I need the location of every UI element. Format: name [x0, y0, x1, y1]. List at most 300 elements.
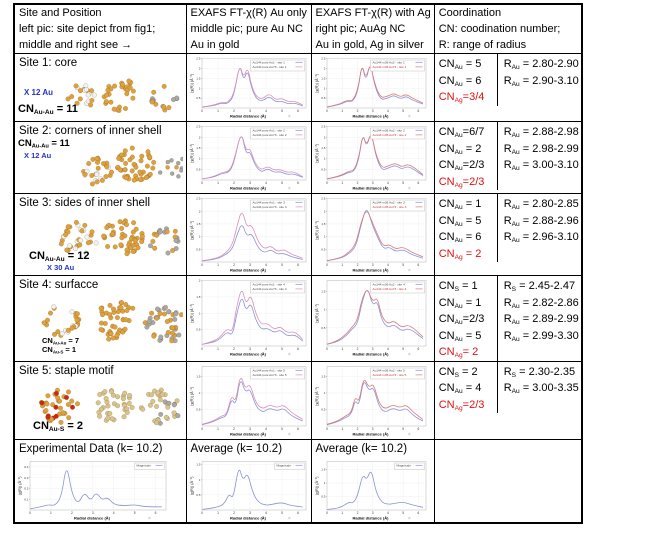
svg-text:2.5: 2.5 — [320, 56, 325, 61]
cn-value: $CN_{Au} = 5$ — [438, 214, 482, 228]
svg-text:Au144 m36 Au2 - site 5: Au144 m36 Au2 - site 5 — [372, 367, 405, 372]
exafs-plot-pure-au-site-4 — [189, 278, 309, 357]
radius-value: $R_{Au} = 2.96-3.10$ — [503, 231, 579, 244]
svg-text:4: 4 — [386, 510, 389, 515]
cn-column — [435, 194, 498, 262]
svg-text:5: 5 — [401, 347, 404, 352]
svg-text:0.5: 0.5 — [320, 167, 325, 172]
radius-value: $R_{Au} = 2.89-2.99$ — [503, 313, 579, 326]
header-text: R: range of radius — [438, 39, 527, 51]
header-text: Au in gold — [190, 39, 240, 51]
svg-text:1: 1 — [340, 426, 343, 431]
site-title: Site 5: staple motif — [19, 364, 114, 377]
site-row-2 — [14, 122, 582, 194]
svg-text:1: 1 — [216, 347, 219, 352]
radius-column — [498, 276, 582, 361]
exafs-plot-auag-site-3 — [314, 196, 429, 273]
svg-text:1: 1 — [198, 477, 200, 482]
svg-text:2: 2 — [323, 209, 325, 214]
average-plot-pure-au — [189, 459, 309, 521]
cn-annotation: $CN_{Au-Au} = 12$ — [29, 250, 90, 263]
svg-text:6: 6 — [416, 181, 419, 186]
exafs-plot-auag-site-4 — [314, 278, 429, 357]
svg-text:1: 1 — [198, 390, 200, 395]
svg-text:(Å: (Å — [407, 432, 411, 436]
svg-text:3: 3 — [248, 426, 251, 431]
svg-text:(Å: (Å — [287, 187, 291, 191]
bottom-title: Average (k= 10.2) — [315, 442, 408, 455]
svg-text:6: 6 — [296, 426, 299, 431]
svg-text:Radial distance (Å): Radial distance (Å) — [229, 430, 266, 436]
svg-text:(Å: (Å — [407, 269, 411, 273]
exafs-plot-pure-au-site-2 — [189, 124, 309, 191]
svg-text:Radial distance (Å): Radial distance (Å) — [229, 267, 266, 273]
svg-text:Radial distance (Å): Radial distance (Å) — [229, 351, 266, 357]
header-site-position — [14, 4, 186, 54]
cn-value: $CN_{Ag}= 2$ — [438, 346, 479, 359]
plot-cell — [186, 194, 311, 276]
radius-column — [498, 54, 582, 106]
plot-cell — [186, 122, 311, 194]
svg-text:1: 1 — [323, 234, 325, 239]
svg-text:Au144 pure Au1 - site 1: Au144 pure Au1 - site 1 — [252, 60, 285, 65]
header-text: left pic: site depict from fig1; — [19, 23, 156, 35]
svg-text:Au144 m36 Au2 - site 2: Au144 m36 Au2 - site 2 — [372, 128, 405, 133]
svg-text:1: 1 — [216, 263, 219, 268]
svg-text:1.5: 1.5 — [195, 462, 200, 467]
svg-text:0.5: 0.5 — [320, 247, 325, 252]
cn-value: $CN_S = 1$ — [438, 280, 478, 293]
site-cell — [14, 122, 186, 194]
svg-text:5: 5 — [280, 426, 283, 431]
svg-text:0: 0 — [200, 181, 203, 186]
svg-text:5: 5 — [401, 181, 404, 186]
svg-text:0: 0 — [325, 510, 328, 515]
svg-text:6: 6 — [154, 510, 157, 515]
svg-text:4: 4 — [386, 181, 389, 186]
site-cell — [14, 54, 186, 122]
svg-text:0: 0 — [325, 347, 328, 352]
svg-text:1: 1 — [198, 86, 200, 91]
experimental-data-plot — [17, 459, 169, 521]
cn-value: $CN_{Au} = 2$ — [438, 142, 482, 156]
header-row — [14, 4, 582, 54]
svg-text:Magnitude: Magnitude — [136, 462, 151, 467]
bottom-title: Average (k= 10.2) — [190, 442, 283, 455]
svg-text:Au144 pure Au73 - site 2: Au144 pure Au73 - site 2 — [252, 133, 287, 137]
cn-value: $CN_{Ag}=2/3$ — [438, 398, 485, 412]
cn-column — [435, 362, 498, 414]
site-cell — [14, 276, 186, 362]
svg-text:5: 5 — [401, 510, 404, 515]
svg-text:4: 4 — [386, 426, 389, 431]
svg-text:Magnitude: Magnitude — [396, 462, 411, 467]
svg-text:(Å: (Å — [407, 187, 411, 191]
svg-text:(Å: (Å — [407, 115, 411, 119]
svg-text:0: 0 — [200, 263, 203, 268]
bottom-cell — [186, 439, 311, 523]
svg-text:5: 5 — [280, 109, 283, 114]
svg-text:1: 1 — [323, 86, 325, 91]
svg-text:1: 1 — [50, 510, 52, 515]
radius-value: $R_{Au} = 2.99-3.30$ — [503, 329, 579, 343]
cn-value: $CN_{Au}=2/3$ — [438, 313, 485, 326]
svg-text:3: 3 — [248, 263, 251, 268]
coordination-cell — [434, 194, 582, 276]
svg-text:3: 3 — [371, 347, 374, 352]
site-title: Site 1: core — [19, 57, 78, 69]
svg-text:3: 3 — [248, 510, 251, 515]
svg-text:|χ(R)| (Å⁻³): |χ(R)| (Å⁻³) — [189, 303, 194, 323]
bottom-cell — [311, 439, 434, 523]
svg-text:4: 4 — [264, 510, 267, 515]
svg-text:1.5: 1.5 — [320, 374, 325, 379]
svg-text:Au144 pure Au73 - site 5: Au144 pure Au73 - site 5 — [252, 372, 287, 377]
svg-text:1.5: 1.5 — [195, 374, 200, 379]
svg-text:(Å: (Å — [287, 269, 291, 273]
svg-text:0.5: 0.5 — [195, 167, 200, 172]
radius-value: $R_S = 2.45-2.47$ — [503, 280, 576, 293]
svg-text:6: 6 — [296, 510, 299, 515]
svg-text:1: 1 — [340, 510, 343, 515]
svg-text:3: 3 — [248, 181, 251, 186]
svg-text:2: 2 — [232, 263, 235, 268]
svg-text:6: 6 — [416, 426, 419, 431]
svg-text:5: 5 — [280, 510, 283, 515]
svg-text:|χ(R)| (Å⁻³): |χ(R)| (Å⁻³) — [189, 220, 194, 240]
svg-text:0.5: 0.5 — [195, 492, 200, 497]
cn-annotation: $CN_{Au-S} = 2$ — [33, 419, 83, 433]
plot-cell — [311, 54, 434, 122]
svg-text:1: 1 — [340, 263, 343, 268]
site-title: Site 3: sides of inner shell — [19, 197, 151, 209]
svg-text:4: 4 — [264, 263, 267, 268]
svg-text:3: 3 — [371, 426, 374, 431]
svg-text:|χ(R)| (Å⁻³): |χ(R)| (Å⁻³) — [189, 73, 194, 93]
svg-text:2: 2 — [232, 347, 235, 352]
svg-text:Radial distance (Å): Radial distance (Å) — [229, 185, 266, 191]
exafs-summary-table — [13, 3, 583, 524]
cn-value: $CN_{Au} = 1$ — [438, 198, 482, 211]
svg-text:2: 2 — [198, 135, 200, 140]
svg-text:5: 5 — [401, 109, 404, 114]
svg-text:5: 5 — [401, 263, 404, 268]
cn-value: $CN_{Au} = 6$ — [438, 231, 482, 244]
atom-count-label: X 12 Au — [24, 88, 54, 97]
cn-column — [435, 276, 498, 361]
coordination-cell — [434, 122, 582, 194]
plot-cell — [186, 276, 311, 362]
svg-text:2: 2 — [356, 181, 358, 186]
atom-count-label: X 30 Au — [47, 263, 75, 272]
svg-text:(Å: (Å — [287, 516, 291, 520]
svg-text:2: 2 — [198, 209, 200, 214]
svg-text:1: 1 — [216, 109, 219, 114]
svg-text:6: 6 — [296, 181, 299, 186]
svg-text:1: 1 — [216, 510, 219, 515]
svg-text:Au144 m36 Au73 - site 3: Au144 m36 Au73 - site 3 — [372, 205, 406, 209]
svg-text:3: 3 — [371, 510, 374, 515]
svg-text:|χ(R)| (Å⁻³): |χ(R)| (Å⁻³) — [314, 386, 319, 406]
radius-column — [498, 194, 582, 262]
svg-text:0: 0 — [200, 426, 203, 431]
svg-text:Au144 pure Au1 - site 5: Au144 pure Au1 - site 5 — [252, 367, 285, 372]
svg-text:1.5: 1.5 — [320, 222, 325, 226]
exafs-plot-auag-site-1 — [314, 56, 429, 119]
svg-text:Radial distance (Å): Radial distance (Å) — [351, 113, 389, 119]
svg-text:3: 3 — [371, 263, 374, 268]
svg-text:(Å: (Å — [407, 516, 411, 520]
svg-text:|χ(R)| (Å⁻³): |χ(R)| (Å⁻³) — [18, 475, 22, 495]
svg-text:6: 6 — [416, 263, 419, 268]
svg-text:2: 2 — [323, 135, 325, 140]
svg-text:2: 2 — [323, 66, 325, 71]
exafs-plot-pure-au-site-5 — [189, 364, 309, 437]
svg-text:Radial distance (Å): Radial distance (Å) — [73, 514, 111, 520]
svg-text:|χ(R)| (Å⁻³): |χ(R)| (Å⁻³) — [189, 386, 194, 406]
svg-text:Radial distance (Å): Radial distance (Å) — [229, 514, 266, 520]
svg-text:0: 0 — [29, 510, 31, 515]
plot-cell — [186, 361, 311, 439]
svg-text:Au144 pure Au1 - site 4: Au144 pure Au1 - site 4 — [252, 282, 285, 287]
radius-column — [498, 362, 582, 414]
svg-text:1: 1 — [323, 390, 325, 395]
svg-text:Radial distance (Å): Radial distance (Å) — [229, 113, 266, 119]
svg-text:4: 4 — [386, 263, 389, 268]
svg-text:4: 4 — [112, 510, 115, 515]
exafs-plot-auag-site-5 — [314, 364, 429, 437]
svg-text:4: 4 — [264, 181, 267, 186]
svg-text:3: 3 — [91, 510, 94, 515]
svg-text:1.5: 1.5 — [320, 76, 325, 81]
svg-text:Radial distance (Å): Radial distance (Å) — [351, 267, 389, 273]
svg-text:Au144 m36 Au73 - site 1: Au144 m36 Au73 - site 1 — [372, 65, 406, 69]
svg-text:1.5: 1.5 — [320, 146, 325, 150]
header-text: Coordination — [438, 7, 502, 19]
site-cell — [14, 194, 186, 276]
svg-text:(Å: (Å — [407, 353, 411, 357]
header-text: EXAFS FT-χ(R) Au only — [190, 7, 307, 19]
svg-text:2: 2 — [70, 510, 73, 515]
coordination-cell — [434, 54, 582, 122]
svg-text:2.5: 2.5 — [195, 56, 200, 61]
svg-text:2: 2 — [198, 66, 200, 71]
svg-text:1: 1 — [340, 347, 343, 352]
svg-text:3: 3 — [371, 181, 374, 186]
svg-text:1.5: 1.5 — [320, 467, 325, 472]
cn-annotation: $CN_{Au-Au} = 11$ — [18, 138, 70, 150]
radius-value: $R_{Au} = 3.00-3.35$ — [503, 382, 579, 395]
svg-text:Radial distance (Å): Radial distance (Å) — [351, 185, 389, 191]
cn-value: $CN_S = 2$ — [438, 365, 478, 379]
svg-text:6: 6 — [296, 347, 299, 352]
svg-text:2: 2 — [356, 347, 358, 352]
svg-text:0.1: 0.1 — [24, 496, 29, 501]
svg-text:2: 2 — [232, 109, 235, 114]
svg-text:Au144 pure Au1 - site 2: Au144 pure Au1 - site 2 — [252, 128, 285, 133]
svg-text:0: 0 — [200, 109, 203, 114]
cn-value: $CN_{Au}=6/7$ — [438, 126, 485, 139]
svg-text:2: 2 — [356, 263, 358, 268]
svg-text:1: 1 — [216, 426, 219, 431]
header-text: Au in gold, Ag in silver — [315, 39, 424, 51]
cn-value: $CN_{Au}=2/3$ — [438, 159, 485, 172]
radius-column — [498, 122, 582, 190]
svg-text:(Å: (Å — [287, 432, 291, 436]
svg-text:|χ(R)| (Å⁻³): |χ(R)| (Å⁻³) — [314, 303, 319, 323]
cn-value: $CN_{Au} = 5$ — [438, 58, 482, 71]
svg-text:0: 0 — [325, 181, 328, 186]
svg-text:1: 1 — [340, 109, 343, 114]
svg-text:1.5: 1.5 — [195, 294, 200, 299]
svg-text:4: 4 — [264, 347, 267, 352]
gold-surface-ring-cluster+gold-outer-shell-cluster+gold-silver-surface-sphere — [15, 292, 183, 360]
svg-text:(Å: (Å — [287, 115, 291, 119]
svg-text:0.5: 0.5 — [320, 325, 325, 330]
exafs-plot-auag-site-2 — [314, 124, 429, 191]
svg-text:Radial distance (Å): Radial distance (Å) — [351, 430, 389, 436]
svg-text:Magnitude: Magnitude — [276, 462, 291, 467]
svg-text:4: 4 — [264, 426, 267, 431]
radius-value: $R_S = 2.30-2.35$ — [503, 365, 576, 379]
svg-text:6: 6 — [416, 510, 419, 515]
header-text: CN: coodination number; — [438, 23, 561, 35]
svg-text:2.5: 2.5 — [320, 124, 325, 129]
cn-value: $CN_{Au} = 4$ — [438, 382, 482, 395]
header-text: middle pic; pure Au NC — [190, 23, 303, 35]
cn-value: $CN_{Ag}=3/4$ — [438, 91, 485, 104]
svg-text:0: 0 — [200, 510, 203, 515]
radius-value: $R_{Au} = 3.00-3.10$ — [503, 159, 579, 172]
svg-text:2.5: 2.5 — [320, 196, 325, 201]
gold-side-cluster+gold-shell-cluster+gold-silver-atom-ring — [15, 210, 183, 276]
svg-text:1.5: 1.5 — [195, 76, 200, 81]
bottom-row — [14, 439, 582, 523]
svg-text:6: 6 — [296, 263, 299, 268]
svg-text:1: 1 — [323, 307, 325, 312]
svg-text:0.5: 0.5 — [195, 327, 200, 332]
header-text: Site and Position — [19, 7, 102, 19]
cn-column — [435, 54, 498, 106]
cn-annotation: $CN_{Au-Au} = 11$ — [18, 103, 78, 116]
svg-text:5: 5 — [280, 263, 283, 268]
svg-text:0.5: 0.5 — [195, 96, 200, 101]
svg-text:Au144 pure Au73 - site 1: Au144 pure Au73 - site 1 — [252, 65, 287, 69]
svg-text:0.5: 0.5 — [195, 407, 200, 412]
svg-text:Au144 m36 Au73 - site 4: Au144 m36 Au73 - site 4 — [372, 287, 406, 291]
svg-text:|χ(R)| (Å⁻³): |χ(R)| (Å⁻³) — [314, 220, 319, 240]
header-text: EXAFS FT-χ(R) with Ag — [315, 7, 431, 19]
svg-text:1: 1 — [198, 311, 200, 316]
svg-text:1: 1 — [340, 181, 343, 186]
svg-text:Au144 pure Au73 - site 3: Au144 pure Au73 - site 3 — [252, 205, 287, 209]
svg-text:1.5: 1.5 — [195, 146, 200, 150]
plot-cell — [311, 122, 434, 194]
svg-text:Au144 pure Au1 - site 3: Au144 pure Au1 - site 3 — [252, 200, 285, 205]
svg-text:2: 2 — [232, 426, 235, 431]
exafs-plot-pure-au-site-3 — [189, 196, 309, 273]
svg-text:0.5: 0.5 — [195, 247, 200, 252]
svg-text:6: 6 — [416, 109, 419, 114]
svg-text:Au144 m36 Au73 - site 5: Au144 m36 Au73 - site 5 — [372, 372, 406, 377]
svg-text:Au144 m36 Au2 - site 1: Au144 m36 Au2 - site 1 — [372, 60, 405, 65]
svg-text:1: 1 — [198, 156, 200, 161]
svg-text:2: 2 — [356, 109, 358, 114]
coordination-cell — [434, 276, 582, 362]
cn-value: $CN_{Ag} = 2$ — [438, 247, 482, 261]
svg-text:Au144 pure Au73 - site 4: Au144 pure Au73 - site 4 — [252, 287, 287, 291]
svg-text:1: 1 — [198, 234, 200, 239]
svg-text:1.5: 1.5 — [320, 289, 325, 294]
svg-text:2: 2 — [356, 426, 358, 431]
site-row-3 — [14, 194, 582, 276]
svg-text:4: 4 — [264, 109, 267, 114]
svg-text:6: 6 — [416, 347, 419, 352]
svg-text:|χ(R)| (Å⁻³): |χ(R)| (Å⁻³) — [314, 143, 319, 163]
svg-text:2: 2 — [232, 181, 235, 186]
svg-text:Au144 m36 Au73 - site 2: Au144 m36 Au73 - site 2 — [372, 133, 406, 137]
svg-text:1: 1 — [323, 156, 325, 161]
svg-text:0.5: 0.5 — [320, 494, 325, 499]
site-row-1 — [14, 54, 582, 122]
radius-value: $R_{Au} = 2.82-2.86$ — [503, 296, 579, 310]
radius-value: $R_{Au} = 2.80-2.85$ — [503, 198, 579, 211]
radius-value: $R_{Au} = 2.88-2.96$ — [503, 214, 579, 228]
svg-text:3: 3 — [248, 347, 251, 352]
site-title: Site 2: corners of inner shell — [19, 125, 162, 137]
cn-value: $CN_{Au} = 5$ — [438, 329, 482, 343]
radius-value: $R_{Au} = 2.90-3.10$ — [503, 74, 579, 88]
svg-text:0: 0 — [325, 109, 328, 114]
header-text: right pic; AuAg NC — [315, 23, 406, 35]
svg-text:5: 5 — [401, 426, 404, 431]
radius-value: $R_{Au} = 2.88-2.98$ — [503, 126, 579, 139]
header-exafs-au-only — [186, 4, 311, 54]
cn-value: $CN_{Ag}=2/3$ — [438, 175, 485, 189]
coordination-cell — [434, 361, 582, 439]
svg-text:3: 3 — [248, 109, 251, 114]
svg-text:0: 0 — [325, 426, 328, 431]
svg-text:2: 2 — [232, 510, 235, 515]
plot-cell — [311, 361, 434, 439]
svg-text:0.3: 0.3 — [24, 475, 29, 480]
svg-text:4: 4 — [386, 109, 389, 114]
svg-text:|χ(R)| (Å⁻³): |χ(R)| (Å⁻³) — [189, 475, 194, 495]
svg-text:5: 5 — [133, 510, 136, 515]
empty-cell — [434, 439, 582, 523]
svg-text:0: 0 — [200, 347, 203, 352]
svg-text:5: 5 — [280, 347, 283, 352]
svg-text:3: 3 — [371, 109, 374, 114]
site-row-4 — [14, 276, 582, 362]
svg-text:2: 2 — [198, 278, 200, 283]
bottom-title: Experimental Data (k= 10.2) — [19, 442, 163, 455]
svg-text:0: 0 — [325, 263, 328, 268]
svg-text:6: 6 — [296, 109, 299, 114]
svg-text:|χ(R)| (Å⁻³): |χ(R)| (Å⁻³) — [314, 73, 319, 93]
svg-text:(Å: (Å — [287, 353, 291, 357]
svg-text:0.2: 0.2 — [24, 486, 29, 491]
site-row-5 — [14, 361, 582, 439]
header-coordination — [434, 4, 582, 54]
cn-value: $CN_{Au} = 1$ — [438, 296, 482, 310]
svg-text:2.5: 2.5 — [195, 196, 200, 201]
svg-text:Au144 m36 Au2 - site 3: Au144 m36 Au2 - site 3 — [372, 200, 405, 205]
header-exafs-with-ag — [311, 4, 434, 54]
bottom-cell — [14, 439, 186, 523]
svg-text:0.4: 0.4 — [24, 464, 29, 469]
plot-cell — [186, 54, 311, 122]
